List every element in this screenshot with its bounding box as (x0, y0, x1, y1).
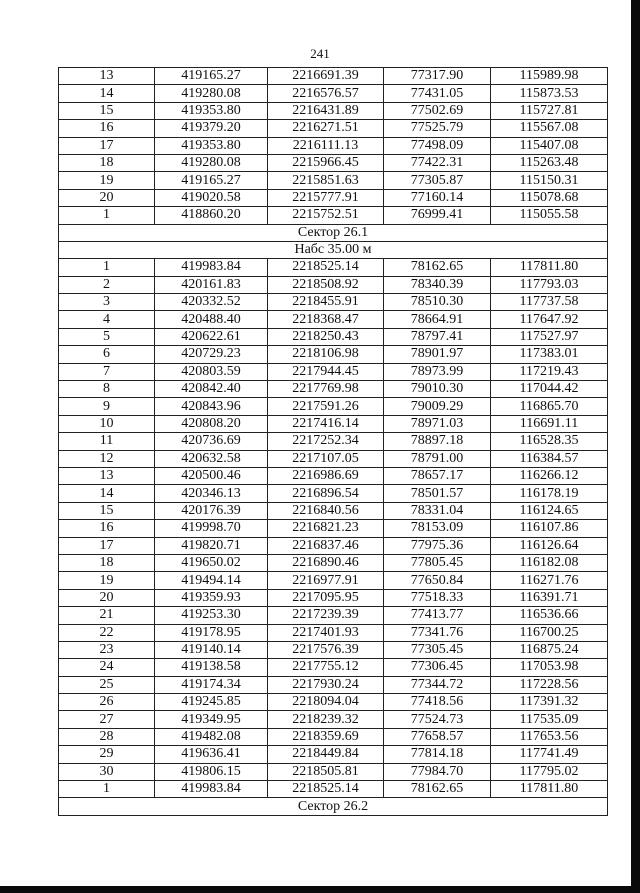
coord-y-cell: 2216890.46 (268, 554, 384, 571)
coord-x-cell: 420808.20 (155, 415, 268, 432)
coord-x-cell: 419806.15 (155, 763, 268, 780)
coord-y-local-cell: 116528.35 (491, 433, 608, 450)
coord-x-cell: 419353.80 (155, 102, 268, 119)
table-row (59, 572, 608, 589)
coord-x-local-cell: 77160.14 (384, 189, 491, 206)
coord-y-cell: 2218449.84 (268, 746, 384, 763)
table-row (59, 450, 608, 467)
coord-x-local-cell: 77305.87 (384, 172, 491, 189)
coord-x-local-cell: 78971.03 (384, 415, 491, 432)
coord-y-cell: 2218359.69 (268, 728, 384, 745)
point-number-cell: 2 (59, 276, 155, 293)
point-number-cell: 23 (59, 641, 155, 658)
coord-y-local-cell: 117737.58 (491, 294, 608, 311)
coord-y-cell: 2218505.81 (268, 763, 384, 780)
coord-y-local-cell: 116182.08 (491, 554, 608, 571)
scan-edge-right (631, 0, 640, 893)
coord-x-local-cell: 77524.73 (384, 711, 491, 728)
table-row (59, 328, 608, 345)
coord-x-cell: 419253.30 (155, 607, 268, 624)
table-row (59, 189, 608, 206)
point-number-cell: 27 (59, 711, 155, 728)
coord-x-local-cell: 77805.45 (384, 554, 491, 571)
coord-x-cell: 419140.14 (155, 641, 268, 658)
table-row (59, 363, 608, 380)
coord-y-local-cell: 116691.11 (491, 415, 608, 432)
coord-y-local-cell: 116700.25 (491, 624, 608, 641)
point-number-cell: 15 (59, 102, 155, 119)
coord-x-cell: 419359.93 (155, 589, 268, 606)
coord-x-cell: 419245.85 (155, 694, 268, 711)
coord-x-local-cell: 77518.33 (384, 589, 491, 606)
coord-y-cell: 2215777.91 (268, 189, 384, 206)
coord-y-local-cell: 116126.64 (491, 537, 608, 554)
coord-x-local-cell: 78501.57 (384, 485, 491, 502)
coord-x-cell: 419174.34 (155, 676, 268, 693)
coord-x-local-cell: 77305.45 (384, 641, 491, 658)
table-row (59, 589, 608, 606)
coord-y-local-cell: 117795.02 (491, 763, 608, 780)
coord-y-local-cell: 115407.08 (491, 137, 608, 154)
coord-x-local-cell: 77502.69 (384, 102, 491, 119)
coord-y-cell: 2216691.39 (268, 68, 384, 85)
point-number-cell: 12 (59, 450, 155, 467)
point-number-cell: 18 (59, 154, 155, 171)
coord-x-cell: 419138.58 (155, 659, 268, 676)
coord-y-cell: 2218106.98 (268, 346, 384, 363)
coord-x-cell: 420622.61 (155, 328, 268, 345)
coord-x-cell: 419165.27 (155, 68, 268, 85)
coord-y-local-cell: 115055.58 (491, 207, 608, 224)
coord-y-local-cell: 117391.32 (491, 694, 608, 711)
coord-y-cell: 2218455.91 (268, 294, 384, 311)
point-number-cell: 4 (59, 311, 155, 328)
table-row (59, 433, 608, 450)
point-number-cell: 10 (59, 415, 155, 432)
coord-y-cell: 2217576.39 (268, 641, 384, 658)
coord-y-cell: 2215851.63 (268, 172, 384, 189)
coord-y-local-cell: 117741.49 (491, 746, 608, 763)
coord-y-cell: 2217769.98 (268, 381, 384, 398)
coord-y-local-cell: 117653.56 (491, 728, 608, 745)
coord-x-local-cell: 78153.09 (384, 520, 491, 537)
coord-y-local-cell: 115989.98 (491, 68, 608, 85)
coord-y-local-cell: 117647.92 (491, 311, 608, 328)
table-row (59, 259, 608, 276)
coord-y-local-cell: 116178.19 (491, 485, 608, 502)
coord-x-local-cell: 77431.05 (384, 85, 491, 102)
coord-y-local-cell: 117383.01 (491, 346, 608, 363)
coord-y-local-cell: 116536.66 (491, 607, 608, 624)
coord-y-local-cell: 117527.97 (491, 328, 608, 345)
coord-y-local-cell: 117793.03 (491, 276, 608, 293)
table-row (59, 102, 608, 119)
coord-x-cell: 419020.58 (155, 189, 268, 206)
point-number-cell: 8 (59, 381, 155, 398)
coord-x-cell: 419379.20 (155, 120, 268, 137)
coord-y-cell: 2217755.12 (268, 659, 384, 676)
coord-x-local-cell: 78791.00 (384, 450, 491, 467)
table-row (59, 746, 608, 763)
coord-x-local-cell: 77418.56 (384, 694, 491, 711)
coord-y-local-cell: 117811.80 (491, 781, 608, 798)
coord-x-cell: 420842.40 (155, 381, 268, 398)
coord-y-local-cell: 117811.80 (491, 259, 608, 276)
coord-y-cell: 2216837.46 (268, 537, 384, 554)
coord-y-local-cell: 116266.12 (491, 467, 608, 484)
sector-title: Сектор 26.2 (59, 798, 608, 815)
coordinates-table (58, 67, 608, 816)
coord-x-cell: 419820.71 (155, 537, 268, 554)
coord-y-cell: 2217591.26 (268, 398, 384, 415)
coord-y-local-cell: 116124.65 (491, 502, 608, 519)
page-number: 241 (310, 46, 330, 61)
coord-y-local-cell: 117044.42 (491, 381, 608, 398)
coord-y-cell: 2216271.51 (268, 120, 384, 137)
coord-x-local-cell: 78331.04 (384, 502, 491, 519)
coord-y-cell: 2215966.45 (268, 154, 384, 171)
point-number-cell: 16 (59, 520, 155, 537)
coordinates-block-1 (59, 68, 608, 225)
point-number-cell: 19 (59, 572, 155, 589)
coord-x-cell: 419349.95 (155, 711, 268, 728)
coord-x-cell: 419983.84 (155, 781, 268, 798)
coord-x-cell: 419165.27 (155, 172, 268, 189)
point-number-cell: 28 (59, 728, 155, 745)
coord-y-local-cell: 117228.56 (491, 676, 608, 693)
coord-x-cell: 419998.70 (155, 520, 268, 537)
table-row (59, 711, 608, 728)
table-row (59, 763, 608, 780)
point-number-cell: 17 (59, 137, 155, 154)
coord-y-cell: 2216576.57 (268, 85, 384, 102)
table-row (59, 624, 608, 641)
coord-x-cell: 420500.46 (155, 467, 268, 484)
coord-x-local-cell: 79009.29 (384, 398, 491, 415)
coord-x-cell: 420736.69 (155, 433, 268, 450)
coord-x-local-cell: 76999.41 (384, 207, 491, 224)
point-number-cell: 26 (59, 694, 155, 711)
table-row (59, 381, 608, 398)
table-row (59, 311, 608, 328)
coord-x-local-cell: 78897.18 (384, 433, 491, 450)
coord-y-local-cell: 115150.31 (491, 172, 608, 189)
table-row (59, 607, 608, 624)
coord-y-cell: 2218250.43 (268, 328, 384, 345)
table-row (59, 346, 608, 363)
table-row (59, 641, 608, 658)
coord-y-local-cell: 115727.81 (491, 102, 608, 119)
table-row (59, 276, 608, 293)
coord-y-local-cell: 116107.86 (491, 520, 608, 537)
coord-x-local-cell: 78162.65 (384, 781, 491, 798)
table-row (59, 137, 608, 154)
coord-x-local-cell: 78973.99 (384, 363, 491, 380)
sector-26-1-header (59, 224, 608, 259)
point-number-cell: 13 (59, 467, 155, 484)
coord-y-cell: 2218525.14 (268, 259, 384, 276)
coord-x-cell: 420729.23 (155, 346, 268, 363)
coord-x-local-cell: 77984.70 (384, 763, 491, 780)
coord-x-local-cell: 79010.30 (384, 381, 491, 398)
coord-x-cell: 420488.40 (155, 311, 268, 328)
coord-x-cell: 420843.96 (155, 398, 268, 415)
point-number-cell: 30 (59, 763, 155, 780)
coord-y-local-cell: 115078.68 (491, 189, 608, 206)
coord-y-local-cell: 115567.08 (491, 120, 608, 137)
point-number-cell: 20 (59, 189, 155, 206)
table-row (59, 520, 608, 537)
table-row (59, 294, 608, 311)
coord-x-cell: 419178.95 (155, 624, 268, 641)
coord-x-local-cell: 77317.90 (384, 68, 491, 85)
coord-x-local-cell: 77341.76 (384, 624, 491, 641)
coord-x-cell: 419280.08 (155, 154, 268, 171)
point-number-cell: 11 (59, 433, 155, 450)
coord-y-cell: 2216821.23 (268, 520, 384, 537)
coord-x-cell: 419482.08 (155, 728, 268, 745)
point-number-cell: 18 (59, 554, 155, 571)
point-number-cell: 1 (59, 781, 155, 798)
point-number-cell: 14 (59, 85, 155, 102)
coord-y-cell: 2217107.05 (268, 450, 384, 467)
point-number-cell: 21 (59, 607, 155, 624)
coord-y-cell: 2217930.24 (268, 676, 384, 693)
coord-x-local-cell: 77650.84 (384, 572, 491, 589)
coord-x-cell: 419494.14 (155, 572, 268, 589)
coord-y-local-cell: 116271.76 (491, 572, 608, 589)
coord-x-local-cell: 77413.77 (384, 607, 491, 624)
coord-x-local-cell: 78797.41 (384, 328, 491, 345)
coord-x-local-cell: 77498.09 (384, 137, 491, 154)
point-number-cell: 14 (59, 485, 155, 502)
table-row (59, 659, 608, 676)
point-number-cell: 6 (59, 346, 155, 363)
point-number-cell: 19 (59, 172, 155, 189)
coord-x-local-cell: 77525.79 (384, 120, 491, 137)
coord-x-local-cell: 78664.91 (384, 311, 491, 328)
coord-y-local-cell: 117535.09 (491, 711, 608, 728)
table-row (59, 694, 608, 711)
coord-y-cell: 2218368.47 (268, 311, 384, 328)
table-row (59, 537, 608, 554)
point-number-cell: 24 (59, 659, 155, 676)
coord-y-cell: 2217416.14 (268, 415, 384, 432)
point-number-cell: 29 (59, 746, 155, 763)
coord-y-local-cell: 115873.53 (491, 85, 608, 102)
sector-title: Сектор 26.1 (59, 224, 608, 241)
coord-x-local-cell: 78162.65 (384, 259, 491, 276)
table-row (59, 554, 608, 571)
table-row (59, 467, 608, 484)
coord-y-cell: 2218094.04 (268, 694, 384, 711)
point-number-cell: 1 (59, 207, 155, 224)
table-row (59, 172, 608, 189)
point-number-cell: 25 (59, 676, 155, 693)
table-row (59, 68, 608, 85)
coord-y-local-cell: 116391.71 (491, 589, 608, 606)
coordinates-block-2 (59, 259, 608, 798)
table-row (59, 415, 608, 432)
coord-y-local-cell: 116875.24 (491, 641, 608, 658)
table-row (59, 207, 608, 224)
table-row (59, 154, 608, 171)
coord-y-cell: 2216111.13 (268, 137, 384, 154)
table-row (59, 485, 608, 502)
point-number-cell: 13 (59, 68, 155, 85)
coord-y-cell: 2217401.93 (268, 624, 384, 641)
coord-x-local-cell: 78657.17 (384, 467, 491, 484)
coord-x-cell: 420346.13 (155, 485, 268, 502)
point-number-cell: 16 (59, 120, 155, 137)
point-number-cell: 1 (59, 259, 155, 276)
table-row (59, 728, 608, 745)
coord-y-local-cell: 116384.57 (491, 450, 608, 467)
coord-x-cell: 419280.08 (155, 85, 268, 102)
coord-x-cell: 420803.59 (155, 363, 268, 380)
coord-x-cell: 420632.58 (155, 450, 268, 467)
table-row (59, 676, 608, 693)
coord-y-cell: 2217944.45 (268, 363, 384, 380)
coord-y-cell: 2218239.32 (268, 711, 384, 728)
coord-y-cell: 2218508.92 (268, 276, 384, 293)
coord-x-cell: 420176.39 (155, 502, 268, 519)
coord-x-local-cell: 77814.18 (384, 746, 491, 763)
coord-y-local-cell: 117219.43 (491, 363, 608, 380)
coord-x-local-cell: 78901.97 (384, 346, 491, 363)
table-row (59, 781, 608, 798)
coord-y-cell: 2217095.95 (268, 589, 384, 606)
coord-y-cell: 2216840.56 (268, 502, 384, 519)
table-row (59, 398, 608, 415)
point-number-cell: 3 (59, 294, 155, 311)
coord-y-cell: 2216986.69 (268, 467, 384, 484)
sector-height: Набс 35.00 м (59, 241, 608, 258)
table-row (59, 85, 608, 102)
coord-y-cell: 2217239.39 (268, 607, 384, 624)
coord-y-cell: 2216977.91 (268, 572, 384, 589)
point-number-cell: 20 (59, 589, 155, 606)
coord-y-local-cell: 116865.70 (491, 398, 608, 415)
coord-x-cell: 419636.41 (155, 746, 268, 763)
point-number-cell: 7 (59, 363, 155, 380)
coord-x-local-cell: 78340.39 (384, 276, 491, 293)
point-number-cell: 5 (59, 328, 155, 345)
coord-x-cell: 420161.83 (155, 276, 268, 293)
coord-x-local-cell: 77658.57 (384, 728, 491, 745)
coord-x-cell: 419650.02 (155, 554, 268, 571)
sector-26-2-header (59, 798, 608, 815)
point-number-cell: 15 (59, 502, 155, 519)
table-row (59, 502, 608, 519)
coord-y-local-cell: 115263.48 (491, 154, 608, 171)
coord-x-local-cell: 77422.31 (384, 154, 491, 171)
coord-y-cell: 2216431.89 (268, 102, 384, 119)
coord-y-cell: 2218525.14 (268, 781, 384, 798)
coord-x-cell: 420332.52 (155, 294, 268, 311)
coord-y-local-cell: 117053.98 (491, 659, 608, 676)
point-number-cell: 17 (59, 537, 155, 554)
coord-x-local-cell: 78510.30 (384, 294, 491, 311)
coord-y-cell: 2215752.51 (268, 207, 384, 224)
coord-x-local-cell: 77975.36 (384, 537, 491, 554)
coord-y-cell: 2216896.54 (268, 485, 384, 502)
coord-x-cell: 418860.20 (155, 207, 268, 224)
coord-x-local-cell: 77344.72 (384, 676, 491, 693)
coord-x-cell: 419983.84 (155, 259, 268, 276)
point-number-cell: 22 (59, 624, 155, 641)
coord-x-local-cell: 77306.45 (384, 659, 491, 676)
coord-x-cell: 419353.80 (155, 137, 268, 154)
coord-y-cell: 2217252.34 (268, 433, 384, 450)
point-number-cell: 9 (59, 398, 155, 415)
scan-edge-bottom (0, 886, 640, 893)
table-row (59, 120, 608, 137)
